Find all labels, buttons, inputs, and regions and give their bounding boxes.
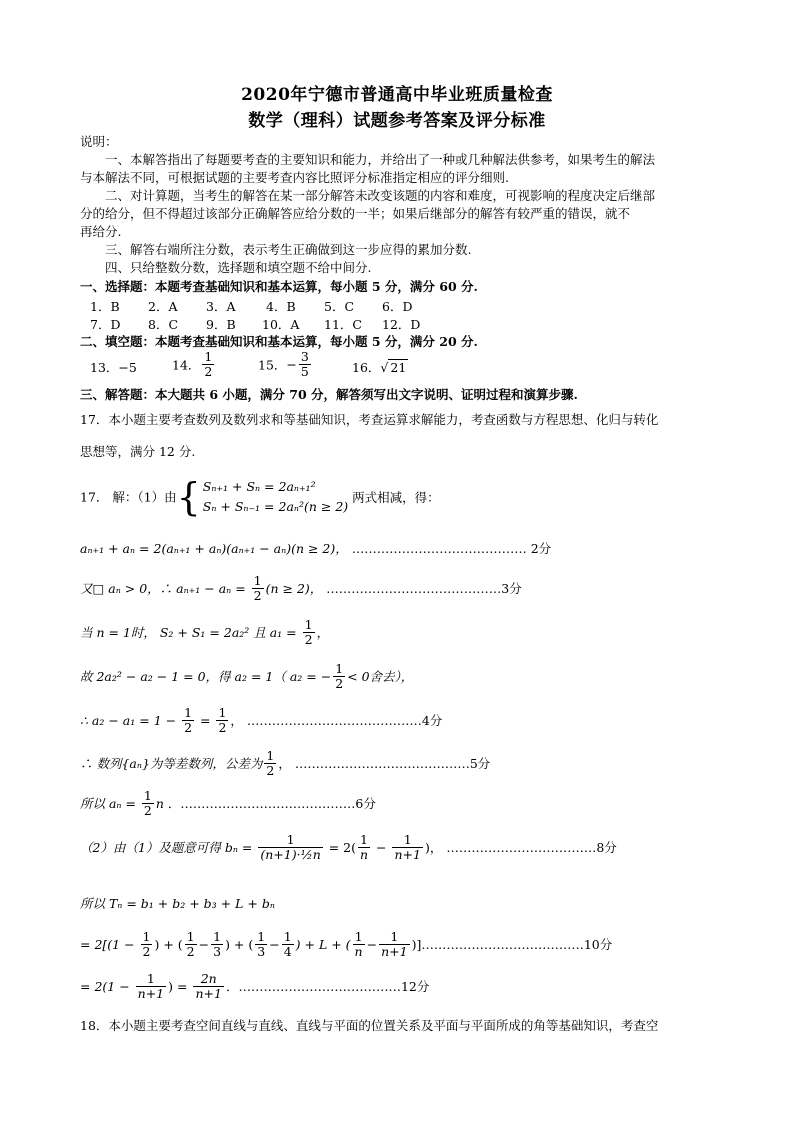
- section-1-heading: 一、选择题：本题考查基础知识和基本运算，每小题 5 分，满分 60 分.: [80, 279, 478, 294]
- section-2-heading: 二、填空题：本题考查基础知识和基本运算，每小题 5 分，满分 20 分.: [80, 334, 478, 349]
- q17-step-1: aₙ₊₁ + aₙ = 2(aₙ₊₁ + aₙ)(aₙ₊₁ − aₙ)(n ≥ 2)， …………………………………… 2分: [80, 541, 552, 556]
- answer-item: 8．C: [148, 317, 179, 332]
- q17-step-6: ∴ 数列{aₙ}为等差数列，公差为 $\frac{1}{2}$ ， ……………………………………5分: [80, 748, 491, 778]
- q17-intro-a: 17．本小题主要考查数列及数列求和等基础知识，考查运算求解能力，考查函数与方程思想、化归与转化: [80, 412, 659, 427]
- answer-item: 7．D: [90, 317, 121, 332]
- q17-step-7: 所以 aₙ = $\frac{1}{2}$ n ．……………………………………6分: [80, 788, 376, 818]
- answer-item: 9．B: [206, 317, 236, 332]
- answer-item: 3．A: [206, 299, 236, 314]
- page-subtitle: 数学（理科）试题参考答案及评分标准: [248, 111, 546, 131]
- answer-item: 1．B: [90, 299, 120, 314]
- q17-sum-1: 所以 Tₙ = b₁ + b₂ + b₃ + L + bₙ: [80, 896, 275, 911]
- q17-system: 17． 解：（1）由{ Sₙ₊₁ + Sₙ = 2aₙ₊₁² Sₙ + Sₙ₋₁ = 2aₙ²(n ≥ 2) 两式相减，得：: [80, 475, 440, 519]
- q17-sum-2: = 2[(1 − $\frac{1}{2}$ ) + ( $\frac{1}{2}$ − $\frac{1}{3}$ ) + ( $\frac{1}{3}$ − $\frac{1}{4}$ ) + L + ( $\frac{1}{n}$ − $\frac{1}{n+1}$ )]…………………………………10分: [80, 929, 613, 959]
- answer-item: 4．B: [266, 299, 296, 314]
- section-3-heading: 三、解答题：本大题共 6 小题，满分 70 分，解答须写出文字说明、证明过程和演算步骤.: [80, 387, 578, 402]
- note-1b: 与本解法不同，可根据试题的主要考查内容比照评分标准指定相应的评分细则.: [80, 170, 509, 185]
- note-4: 四、只给整数分数，选择题和填空题不给中间分.: [105, 260, 372, 275]
- q17-step-4: 故 2a₂² − a₂ − 1 = 0，得 a₂ = 1（ a₂ = − $\frac{1}{2}$ < 0舍去），: [80, 661, 414, 691]
- note-2b: 分的给分，但不得超过该部分正确解答应给分数的一半；如果后继部分的解答有较严重的错误，就不: [80, 206, 631, 221]
- q17-step-2: 又□ aₙ > 0，∴ aₙ₊₁ − aₙ = $\frac{1}{2}$ (n ≥ 2)， ……………………………………3分: [80, 573, 522, 603]
- answer-15: 15．− $\frac{3}{5}$: [258, 349, 309, 379]
- answer-item: 6．D: [382, 299, 413, 314]
- q17-part-2: （2）由（1）及题意可得 bₙ = $\frac{1}{\text{(n+1)·½n}}$ = 2( $\frac{1}{n}$ − $\frac{1}{n+1}$ )， ………………………………8分: [80, 832, 617, 862]
- answer-item: 10．A: [262, 317, 300, 332]
- page-title: 2020年宁德市普通高中毕业班质量检查: [241, 85, 553, 105]
- note-3: 三、解答右端所注分数，表示考生正确做到这一步应得的累加分数.: [105, 242, 472, 257]
- q17-step-5: ∴ a₂ − a₁ = 1 − $\frac{1}{2}$ = $\frac{1}{2}$ ， ……………………………………4分: [80, 705, 443, 735]
- answer-item: 11．C: [324, 317, 362, 332]
- note-2a: 二、对计算题，当考生的解答在某一部分解答未改变该题的内容和难度，可视影响的程度决定后继部: [105, 188, 656, 203]
- q17-intro-b: 思想等，满分 12 分.: [80, 444, 196, 459]
- q17-sum-3: = 2(1 − $\frac{1}{n+1}$ ) = $\frac{2n}{n+1}$ ．…………………………………12分: [80, 971, 430, 1001]
- note-2c: 再给分.: [80, 224, 122, 239]
- answer-16: 16．√ 21: [352, 360, 407, 375]
- q18-intro: 18．本小题主要考查空间直线与直线、直线与平面的位置关系及平面与平面所成的角等基础知识，考查空: [80, 1018, 659, 1033]
- answer-item: 2．A: [148, 299, 178, 314]
- notes-label: 说明：: [80, 134, 118, 149]
- answer-14: 14． $\frac{1}{2}$: [172, 349, 213, 379]
- answer-13: 13．−5: [90, 360, 137, 375]
- note-1a: 一、本解答指出了每题要考查的主要知识和能力，并给出了一种或几种解法供参考，如果考生的解法: [105, 152, 656, 167]
- q17-step-3: 当 n = 1时， S₂ + S₁ = 2a₂² 且 a₁ = $\frac{1}{2}$ ，: [80, 617, 330, 647]
- answer-item: 5．C: [324, 299, 355, 314]
- answer-item: 12．D: [382, 317, 421, 332]
